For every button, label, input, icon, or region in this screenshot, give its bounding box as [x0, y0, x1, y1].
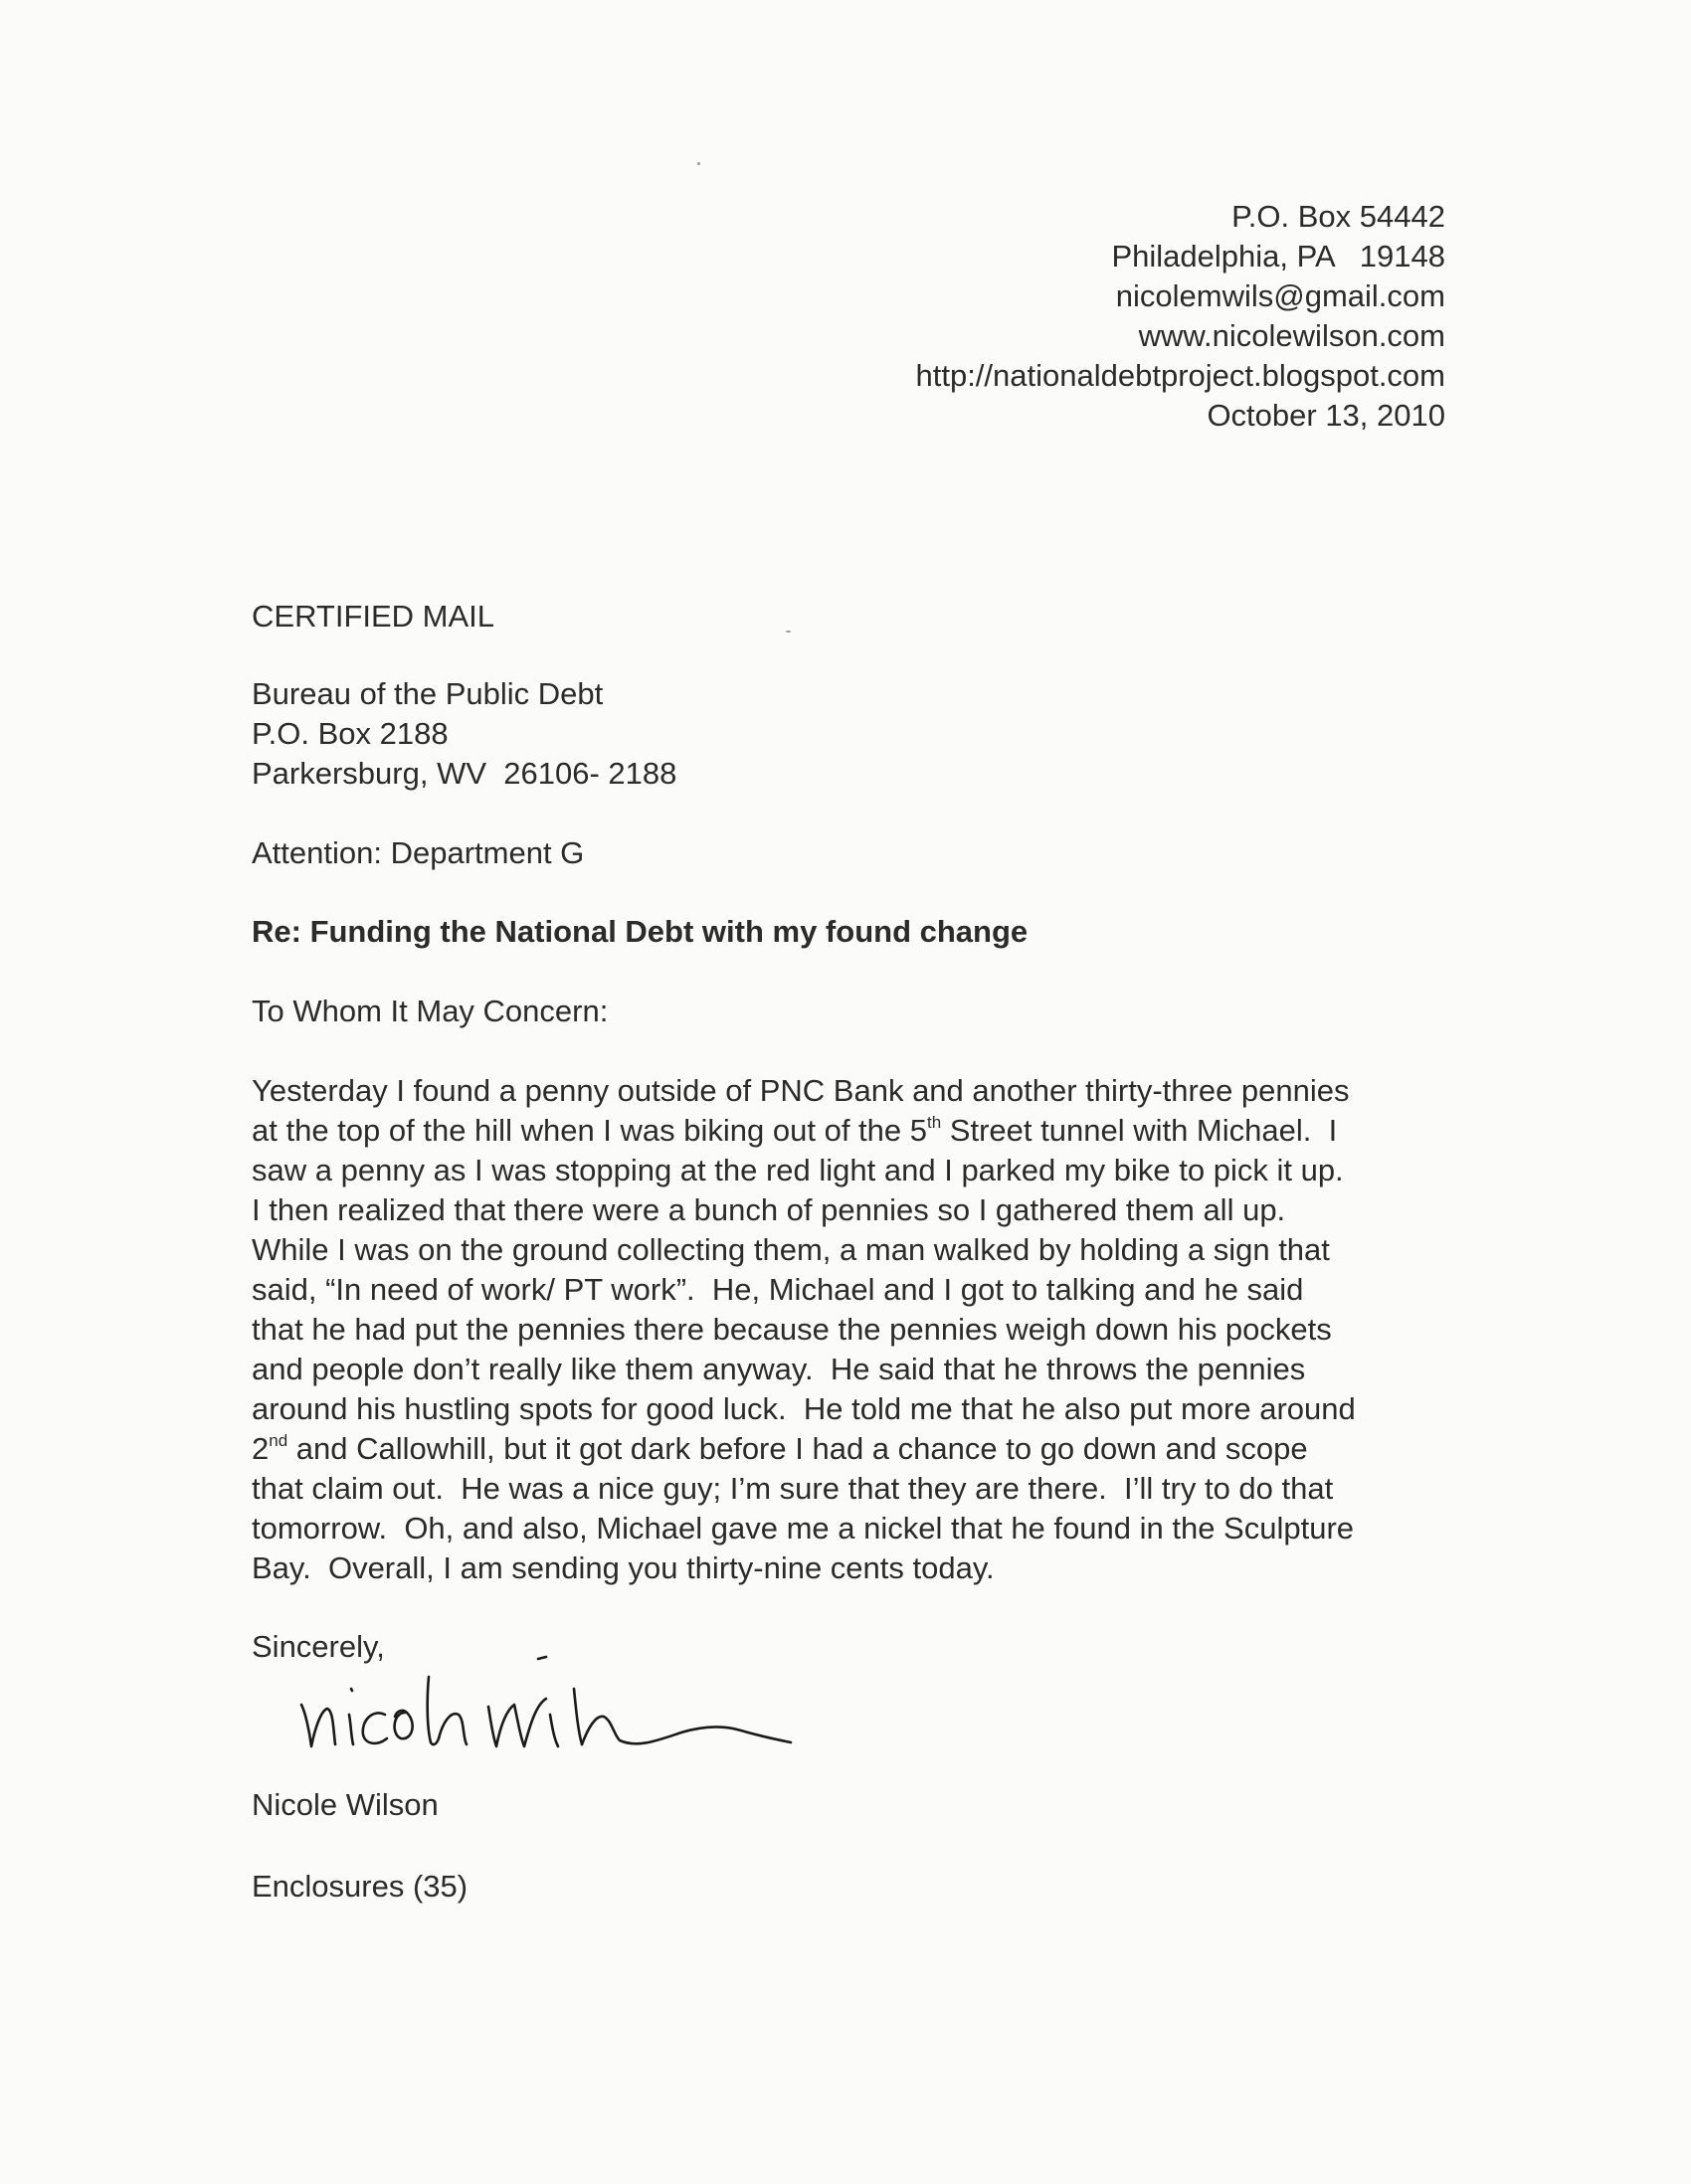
- sender-city-state-zip: Philadelphia, PA 19148: [1111, 239, 1445, 273]
- body-text-segment: and Callowhill, but it got dark before I had a chance to go down and scope: [287, 1431, 1308, 1466]
- body-line: [252, 1111, 1450, 1151]
- sender-website: www.nicolewilson.com: [1138, 318, 1445, 353]
- recipient-po-box: P.O. Box 2188: [252, 716, 449, 751]
- recipient-city-state-zip: Parkersburg, WV 26106- 2188: [252, 756, 677, 791]
- ordinal-superscript: th: [927, 1113, 942, 1132]
- closing: Sincerely,: [252, 1629, 385, 1664]
- body-line: Bay. Overall, I am sending you thirty-nine cents today.: [252, 1550, 995, 1585]
- body-line: said, “In need of work/ PT work”. He, Michael and I got to talking and he said: [252, 1272, 1304, 1307]
- signer-name: Nicole Wilson: [252, 1787, 439, 1822]
- paper-speck: [697, 162, 700, 165]
- sender-address-block: [915, 197, 1445, 436]
- handwritten-signature: [293, 1643, 860, 1772]
- sender-email: nicolemwils@gmail.com: [1115, 278, 1445, 313]
- recipient-address-block: [252, 674, 676, 794]
- body-text-segment: at the top of the hill when I was biking out of the 5: [252, 1113, 927, 1148]
- body-line: that claim out. He was a nice guy; I’m sure that they are there. I’ll try to do that: [252, 1471, 1334, 1506]
- letter-body: [252, 1071, 1450, 1588]
- letter-date: October 13, 2010: [1207, 398, 1445, 433]
- body-text-segment: 2: [252, 1431, 270, 1466]
- body-line: While I was on the ground collecting them, a man walked by holding a sign that: [252, 1232, 1330, 1267]
- ordinal-superscript: nd: [269, 1431, 288, 1450]
- body-line: Yesterday I found a penny outside of PNC Bank and another thirty-three pennies: [252, 1073, 1350, 1108]
- body-line: that he had put the pennies there because the pennies weigh down his pockets: [252, 1312, 1332, 1347]
- body-line: I then realized that there were a bunch of pennies so I gathered them all up.: [252, 1192, 1286, 1227]
- subject-line: Re: Funding the National Debt with my found change: [252, 914, 1029, 949]
- body-line: saw a penny as I was stopping at the red light and I parked my bike to pick it up.: [252, 1153, 1344, 1187]
- body-line: [252, 1429, 1450, 1469]
- recipient-name: Bureau of the Public Debt: [252, 676, 604, 711]
- body-line: tomorrow. Oh, and also, Michael gave me a nickel that he found in the Sculpture: [252, 1511, 1355, 1546]
- body-line: around his hustling spots for good luck. He told me that he also put more around: [252, 1391, 1356, 1426]
- body-text-segment: Street tunnel with Michael. I: [941, 1113, 1338, 1148]
- sender-blog-url: http://nationaldebtproject.blogspot.com: [915, 358, 1445, 393]
- body-line: and people don’t really like them anyway. He said that he throws the pennies: [252, 1352, 1306, 1386]
- attention-line: Attention: Department G: [252, 835, 585, 870]
- enclosures-note: Enclosures (35): [252, 1869, 469, 1904]
- paper-speck: [786, 631, 791, 633]
- mail-type: CERTIFIED MAIL: [252, 599, 495, 634]
- salutation: To Whom It May Concern:: [252, 994, 609, 1028]
- sender-po-box: P.O. Box 54442: [1231, 199, 1445, 234]
